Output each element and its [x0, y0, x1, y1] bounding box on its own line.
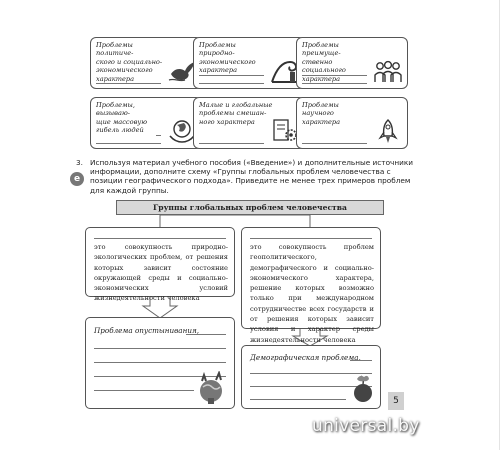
left-definition-text: это совокупность природно-экологических проблем, от решения которых зависит состояние окружающей среды и социально-экономических условий жизнедеятельности человека: [94, 243, 228, 303]
answer-line: [350, 360, 372, 361]
page-number: 5: [388, 392, 404, 410]
right-example-label: Демографическая проблема,: [250, 353, 361, 362]
scheme-title: Группы глобальных проблем человечества: [116, 200, 384, 215]
card-title: Малые и глобальные проблемы смешан- ного характера: [199, 101, 273, 126]
answer-line: [250, 399, 346, 400]
answer-line: [94, 238, 226, 239]
card-title: Проблемы научного характера: [302, 101, 341, 126]
answer-line: [94, 390, 194, 391]
answer-line: [94, 362, 226, 363]
card-title: Проблемы политиче- ского и социально- экономического характера: [96, 41, 163, 83]
answer-line: [250, 238, 372, 239]
right-example-box: [241, 345, 381, 409]
card-title: Проблемы, вызываю- щие массовую гибель людей: [96, 101, 148, 135]
right-definition-text: это совокупность проблем геополитического, демографического и социально-экономического характера, решение которых возможно только при международном сотрудничестве всех государств и от решения которых зависит условия и характер среды жизнедеятельности человека: [250, 243, 374, 344]
left-example-label: Проблема опустынивания,: [94, 326, 200, 335]
task-text: Используя материал учебного пособия («Введение») и дополнительные источники информации, дополните схему «Группы глобальных проблем человечества с позиции географического подхода». Приведите не менее трех примеров проблем для каждой группы.: [90, 158, 414, 195]
card-title: Проблемы преимуще- ственно социального характера: [302, 41, 346, 83]
left-example-box: [85, 317, 235, 409]
e-resource-icon: e: [70, 172, 84, 186]
card-title: Проблемы природно- экономического характера: [199, 41, 256, 75]
task-number: 3.: [76, 158, 83, 167]
answer-line: [186, 334, 226, 335]
desert-globe-icon: [194, 371, 228, 405]
population-bomb-icon: [350, 373, 376, 405]
answer-line: [94, 348, 226, 349]
right-definition-box: [241, 227, 381, 344]
watermark: universal.by: [312, 416, 420, 436]
left-definition-box: [85, 227, 235, 303]
